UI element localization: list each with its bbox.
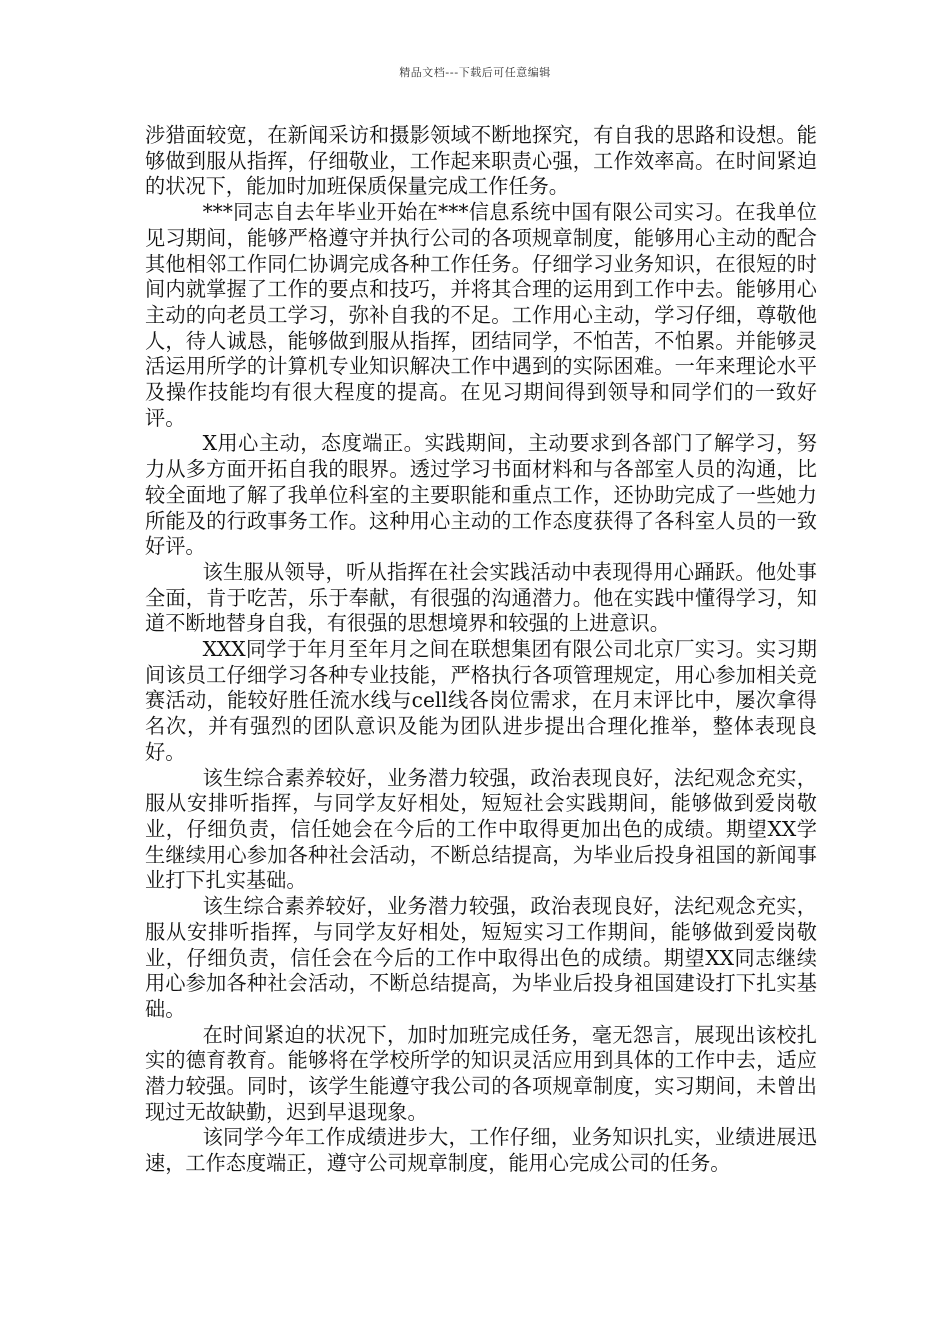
paragraph: 该同学今年工作成绩进步大，工作仔细，业务知识扎实，业绩进展迅速，工作态度端正，遵守公司规章制度，能用心完成公司的任务。 — [145, 1125, 817, 1176]
paragraph: X用心主动，态度端正。实践期间，主动要求到各部门了解学习，努力从多方面开拓自我的眼界。透过学习书面材料和与各部室人员的沟通，比较全面地了解了我单位科室的主要职能和重点工作，还协助完成了一些她力所能及的行政事务工作。这种用心主动的工作态度获得了各科室人员的一致好评。 — [145, 431, 817, 559]
paragraph: XXX同学于年月至年月之间在联想集团有限公司北京厂实习。实习期间该员工仔细学习各种专业技能，严格执行各项管理规定，用心参加相关竞赛活动，能较好胜任流水线与cell线各岗位需求，在月末评比中，屡次拿得名次，并有强烈的团队意识及能为团队进步提出合理化推举，整体表现良好。 — [145, 637, 817, 764]
paragraph: 在时间紧迫的状况下，加时加班完成任务，毫无怨言，展现出该校扎实的德育教育。能够将在学校所学的知识灵活应用到具体的工作中去，适应潜力较强。同时，该学生能遵守我公司的各项规章制度，实习期间，未曾出现过无故缺勤，迟到早退现象。 — [145, 1022, 817, 1124]
paragraph: 涉猎面较宽，在新闻采访和摄影领域不断地探究，有自我的思路和设想。能够做到服从指挥，仔细敬业，工作起来职责心强，工作效率高。在时间紧迫的状况下，能加时加班保质保量完成工作任务。 — [145, 123, 817, 199]
paragraph: 该生综合素养较好，业务潜力较强，政治表现良好，法纪观念充实，服从安排听指挥，与同学友好相处，短短实习工作期间，能够做到爱岗敬业，仔细负责，信任会在今后的工作中取得出色的成绩。期望XX同志继续用心参加各种社会活动，不断总结提高，为毕业后投身祖国建设打下扎实基础。 — [145, 894, 817, 1021]
paragraph: 该生综合素养较好，业务潜力较强，政治表现良好，法纪观念充实，服从安排听指挥，与同学友好相处，短短社会实践期间，能够做到爱岗敬业，仔细负责，信任她会在今后的工作中取得更加出色的成绩。期望XX学生继续用心参加各种社会活动，不断总结提高，为毕业后投身祖国的新闻事业打下扎实基础。 — [145, 765, 817, 893]
paragraph: 该生服从领导，听从指挥在社会实践活动中表现得用心踊跃。他处事全面，肯于吃苦，乐于奉献，有很强的沟通潜力。他在实践中懂得学习，知道不断地替身自我，有很强的思想境界和较强的上进意识。 — [145, 559, 817, 636]
document-body — [145, 123, 817, 1177]
paragraph: ***同志自去年毕业开始在***信息系统中国有限公司实习。在我单位见习期间，能够严格遵守并执行公司的各项规章制度，能够用心主动的配合其他相邻工作同仁协调完成各种工作任务。仔细学习业务知识，在很短的时间内就掌握了工作的要点和技巧，并将其合理的运用到工作中去。能够用心主动的向老员工学习，弥补自我的不足。工作用心主动，学习仔细，尊敬他人，待人诚恳，能够做到服从指挥，团结同学，不怕苦，不怕累。并能够灵活运用所学的计算机专业知识解决工作中遇到的实际困难。一年来理论水平及操作技能均有很大程度的提高。在见习期间得到领导和同学们的一致好评。 — [145, 200, 817, 430]
page-header: 精品文档---下载后可任意编辑 — [399, 66, 551, 79]
